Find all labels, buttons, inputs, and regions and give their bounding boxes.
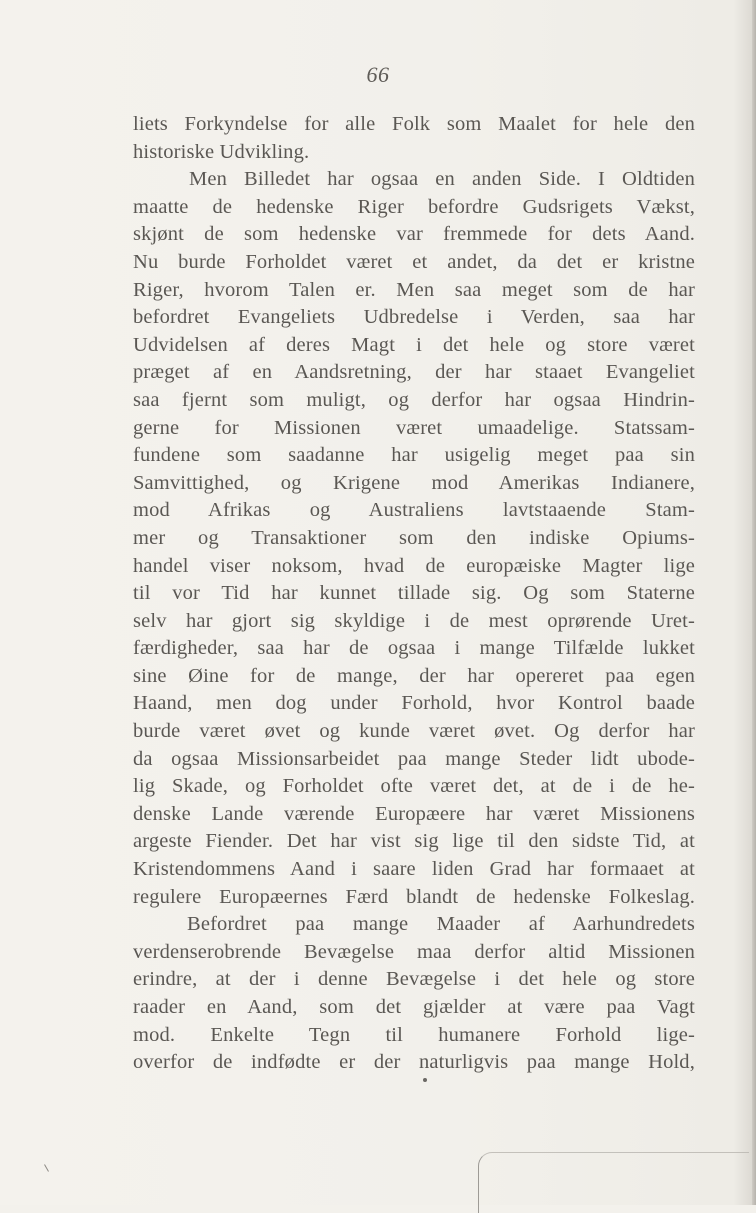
text-line: Kristendommens Aand i saare liden Grad har formaaet at	[133, 858, 695, 881]
text-line: historiske Udvikling.	[133, 140, 310, 163]
text-line: fundene som saadanne har usigelig meget paa sin	[133, 444, 695, 467]
text-line: lig Skade, og Forholdet ofte været det, at de i de he-	[133, 775, 695, 798]
text-line: skjønt de som hedenske var fremmede for dets Aand.	[133, 223, 695, 246]
text-line: mer og Transaktioner som den indiske Opiums-	[133, 526, 695, 549]
margin-tick-mark	[44, 1164, 49, 1171]
text-line: regulere Europæernes Færd blandt de hedenske Folkeslag.	[133, 885, 695, 908]
text-line: Men Billedet har ogsaa en anden Side. I Oldtiden	[189, 168, 695, 191]
text-line: sine Øine for de mange, der har opereret paa egen	[133, 664, 695, 687]
text-line: raader en Aand, som det gjælder at være paa Vagt	[133, 996, 695, 1018]
text-line: liets Forkyndelse for alle Folk som Maalet for hele den	[133, 113, 695, 135]
ink-dot-mark	[423, 1078, 427, 1082]
text-line: præget af en Aandsretning, der har staaet Evangeliet	[133, 361, 695, 384]
text-line: gerne for Missionen været umaadelige. Statssam-	[133, 416, 695, 439]
text-line: overfor de indfødte er der naturligvis paa mange Hold,	[133, 1051, 695, 1074]
text-line: Udvidelsen af deres Magt i det hele og store været	[133, 333, 695, 356]
text-line: denske Lande værende Europæere har været Missionens	[133, 802, 695, 825]
text-line: Befordret paa mange Maader af Aarhundredets	[187, 913, 695, 936]
text-line: mod Afrikas og Australiens lavtstaaende Stam-	[133, 499, 695, 522]
text-line: Riger, hvorom Talen er. Men saa meget som de har	[133, 278, 695, 301]
page-number: 66	[366, 62, 390, 87]
text-line: til vor Tid har kunnet tillade sig. Og som Staterne	[133, 582, 695, 605]
text-line: mod. Enkelte Tegn til humanere Forhold lige-	[133, 1023, 695, 1046]
text-line: erindre, at der i denne Bevægelse i det hele og store	[133, 968, 695, 991]
text-line: Samvittighed, og Krigene mod Amerikas Indianere,	[133, 471, 695, 494]
text-line: Haand, men dog under Forhold, hvor Kontrol baade	[133, 692, 695, 715]
text-line: færdigheder, saa har de ogsaa i mange Tilfælde lukket	[133, 637, 695, 660]
text-line: handel viser noksom, hvad de europæiske Magter lige	[133, 554, 695, 577]
body-text	[133, 111, 695, 1077]
text-line: argeste Fiender. Det har vist sig lige til den sidste Tid, at	[133, 830, 695, 853]
text-line: da ogsaa Missionsarbeidet paa mange Steder lidt ubode-	[133, 747, 695, 770]
text-line: saa fjernt som muligt, og derfor har ogsaa Hindrin-	[133, 388, 695, 411]
scan-corner-frame	[478, 1152, 749, 1213]
text-line: Nu burde Forholdet været et andet, da det er kristne	[133, 250, 695, 273]
page-edge-shadow	[752, 0, 756, 1205]
text-line: burde været øvet og kunde været øvet. Og derfor har	[133, 720, 695, 743]
text-line: maatte de hedenske Riger befordre Gudsrigets Vækst,	[133, 195, 695, 218]
text-line: selv har gjort sig skyldige i de mest oprørende Uret-	[133, 609, 695, 632]
text-line: befordret Evangeliets Udbredelse i Verden, saa har	[133, 306, 695, 329]
text-line: verdenserobrende Bevægelse maa derfor altid Missionen	[133, 940, 695, 963]
